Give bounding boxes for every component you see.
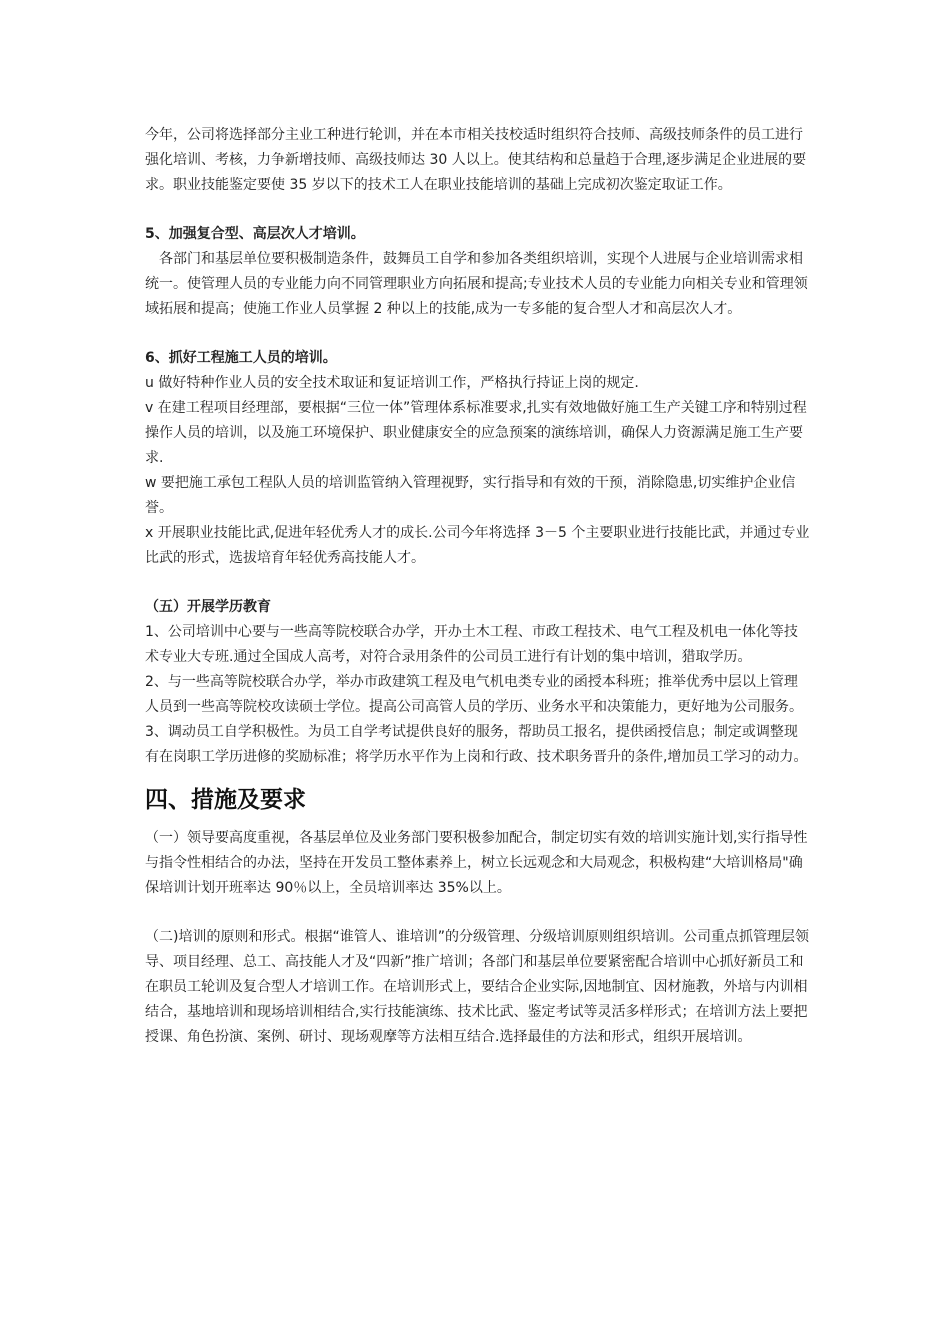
chapter4-paragraph: （二)培训的原则和形式。根据“谁管人、谁培训”的分级管理、分级培训原则组织培训。公司重点抓管理层领导、项目经理、总工、高技能人才及“四新”推广培训；各部门和基层单位要紧密配合培训中心抓好新员工和在职员工轮训及复合型人才培训工作。在培训形式上，要结合企业实际,因地制宜、因材施教，外培与内训相结合，基地培训和现场培训相结合,实行技能演练、技术比武、鉴定考试等灵活多样形式；在培训方法上要把授课、角色扮演、案例、研讨、现场观摩等方法相互结合.选择最佳的方法和形式，组织开展培训。 (145, 929, 809, 1045)
section6-item: x 开展职业技能比武,促进年轻优秀人才的成长.公司今年将选择 3－5 个主要职业进行技能比武，并通过专业比武的形式，选拔培育年轻优秀高技能人才。 (145, 525, 810, 566)
section6-item: u 做好特种作业人员的安全技术取证和复证培训工作，严格执行持证上岗的规定. (145, 375, 639, 391)
spacer (145, 571, 810, 595)
education-heading: （五）开展学历教育 (145, 599, 271, 615)
section5-body (145, 247, 810, 322)
intro-paragraph: 今年，公司将选择部分主业工种进行轮训，并在本市相关技校适时组织符合技师、高级技师条件的员工进行强化培训、考核，力争新增技师、高级技师达 30 人以上。使其结构和总量趋于合理,逐步满足企业进展的要求。职业技能鉴定要使 35 岁以下的技术工人在职业技能培训的基础上完成初次鉴定取证工作。 (145, 127, 807, 193)
spacer (145, 198, 810, 222)
section5-heading: 5、加强复合型、高层次人才培训。 (145, 226, 365, 242)
section6-heading: 6、抓好工程施工人员的培训。 (145, 350, 337, 366)
document-page (145, 123, 810, 1050)
section5-body-text: 各部门和基层单位要积极制造条件，鼓舞员工自学和参加各类组织培训，实现个人进展与企业培训需求相统一。使管理人员的专业能力向不同管理职业方向拓展和提高;专业技术人员的专业能力向相关专业和管理领域拓展和提高；使施工作业人员掌握 2 种以上的技能,成为一专多能的复合型人才和高层次人才。 (145, 251, 808, 317)
spacer (145, 322, 810, 346)
education-item: 2、与一些高等院校联合办学，举办市政建筑工程及电气机电类专业的函授本科班；推举优秀中层以上管理人员到一些高等院校攻读硕士学位。提高公司高管人员的学历、业务水平和决策能力，更好地为公司服务。 (145, 674, 803, 715)
chapter4-heading: 四、措施及要求 (145, 787, 306, 813)
section6-item: w 要把施工承包工程队人员的培训监管纳入管理视野，实行指导和有效的干预，消除隐患,切实维护企业信誉。 (145, 475, 796, 516)
section6-item: v 在建工程项目经理部，要根据“三位一体”管理体系标准要求,扎实有效地做好施工生产关键工序和特别过程操作人员的培训，以及施工环境保护、职业健康安全的应急预案的演练培训，确保人力资源满足施工生产要求. (145, 400, 807, 466)
education-item: 1、公司培训中心要与一些高等院校联合办学，开办土木工程、市政工程技术、电气工程及机电一体化等技术专业大专班.通过全国成人高考，对符合录用条件的公司员工进行有计划的集中培训，猎取学历。 (145, 624, 798, 665)
chapter4-paragraph: （一）领导要高度重视，各基层单位及业务部门要积极参加配合，制定切实有效的培训实施计划,实行指导性与指令性相结合的办法，坚持在开发员工整体素养上，树立长远观念和大局观念，积极构建“大培训格局"确保培训计划开班率达 90％以上，全员培训率达 35%以上。 (145, 830, 808, 896)
education-item: 3、调动员工自学积极性。为员工自学考试提供良好的服务，帮助员工报名，提供函授信息；制定或调整现有在岗职工学历进修的奖励标准；将学历水平作为上岗和行政、技术职务晋升的条件,增加员工学习的动力。 (145, 724, 808, 765)
spacer (145, 901, 810, 925)
